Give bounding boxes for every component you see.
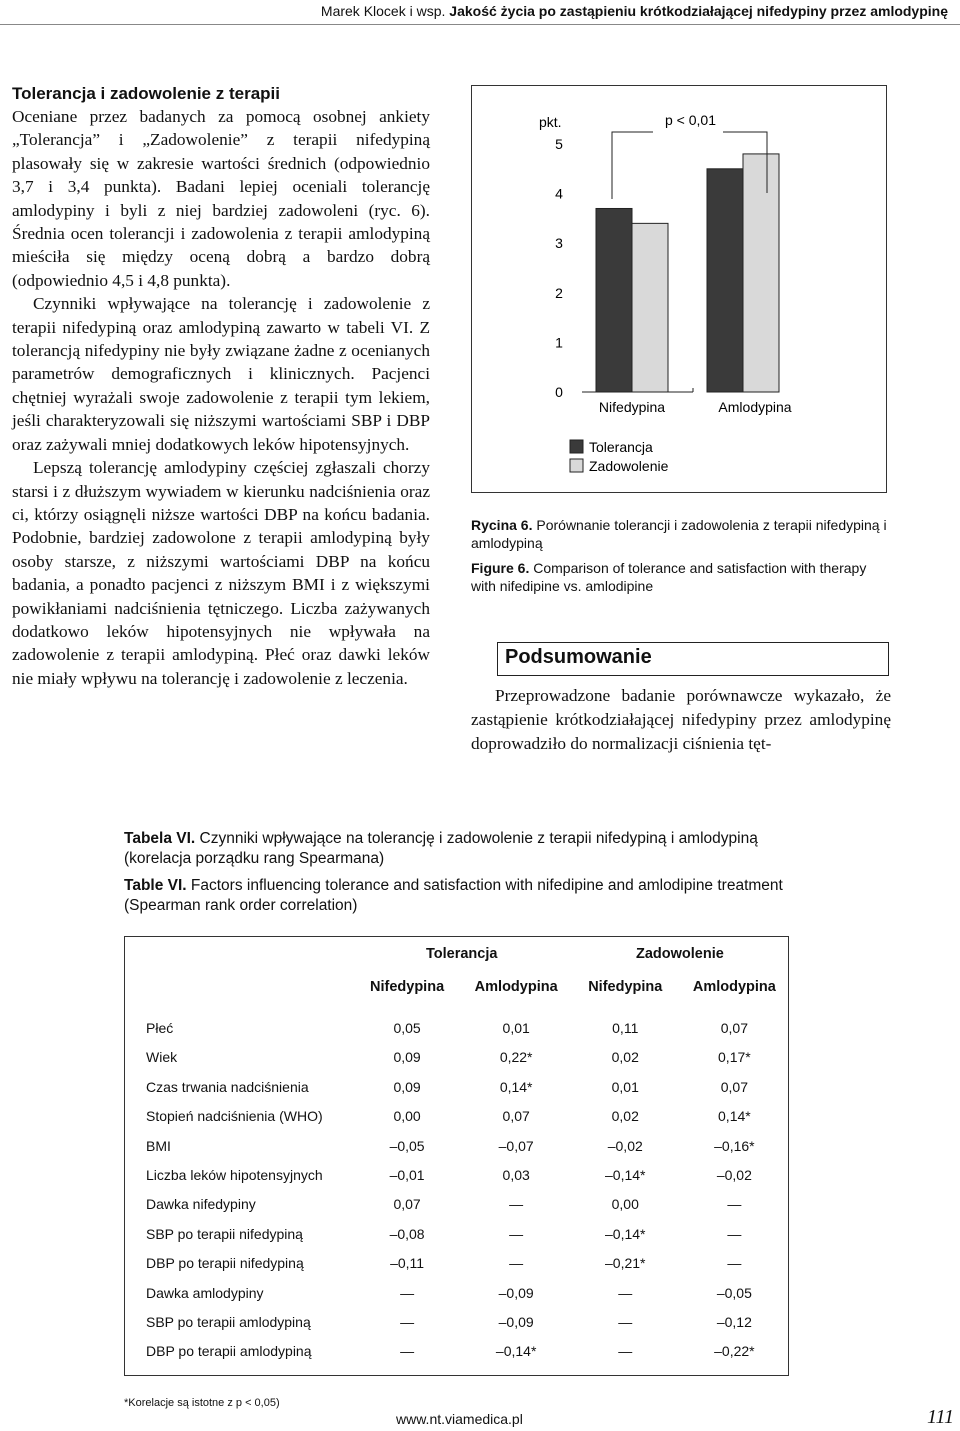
table-row (124, 1278, 789, 1307)
section-heading: Tolerancja i zadowolenie z terapii (12, 84, 280, 103)
table-row (124, 1219, 789, 1248)
table-cell: — (727, 1196, 742, 1213)
p-value-annotation: p < 0,01 (665, 112, 716, 128)
table-cell: — (509, 1255, 524, 1272)
y-tick-label: 3 (555, 235, 563, 252)
table-corner (124, 972, 353, 1001)
table-row (124, 1102, 789, 1131)
row-label: Liczba leków hipotensyjnych (146, 1167, 323, 1184)
x-tick-label: Amlodypina (718, 399, 792, 415)
legend-swatch-tolerancja (570, 440, 583, 453)
row-label: Stopień nadciśnienia (WHO) (146, 1108, 323, 1125)
row-label: Dawka nifedypiny (146, 1196, 256, 1213)
table-cell: –0,22* (714, 1343, 755, 1360)
table-cell: — (618, 1313, 633, 1330)
row-label: DBP po terapii nifedypiną (146, 1255, 304, 1272)
row-label: Dawka amlodypiny (146, 1284, 264, 1301)
table-cell: — (727, 1255, 742, 1272)
significance-bracket (612, 132, 653, 199)
table-cell: –0,05 (716, 1284, 752, 1301)
table-cell: 0,11 (612, 1020, 639, 1037)
table-cell: 0,07 (720, 1078, 748, 1095)
left-column (12, 82, 430, 690)
row-label: SBP po terapii amlodypiną (146, 1313, 311, 1330)
row-label: DBP po terapii amlodypiną (146, 1343, 312, 1360)
row-label: BMI (146, 1137, 171, 1154)
figure-text-en: Comparison of tolerance and satisfaction with therapy with nifedipine vs. amlodipine (471, 560, 867, 594)
table-row (124, 1072, 789, 1101)
table-cell: — (400, 1343, 415, 1360)
paragraph: Lepszą tolerancję amlodypiny częściej zgłaszali chorzy starsi i z dłuższym wywiadem w kierunku nadciśnienia oraz ci, którzy osiągnęli niższe wartości DBP na końcu badania. Podobnie, bardziej zadowolone z terapii amlodypiną były osoby starsze, z niższymi wartościami DBP na końcu badania, a ponadto pacjenci z niższym BMI i z większymi powikłaniami nadciśnienia tętniczego. Liczba zażywanych dodatkowo leków hipotensyjnych nie wpływała na zadowolenie z terapii amlodypiną. Płeć oraz dawki leków nie miały wpływu na tolerancję i zadowolenie z leczenia. (12, 458, 430, 688)
table-cell: 0,02 (611, 1108, 639, 1125)
y-tick-label: 1 (555, 334, 563, 351)
table-cell: –0,14* (605, 1167, 646, 1184)
table-footnote: *Korelacje są istotne z p < 0,05) (124, 1397, 280, 1409)
table-cell: — (618, 1343, 633, 1360)
table-cell: 0,05 (393, 1020, 421, 1037)
bar-zadowolenie-nifedypina (632, 223, 668, 392)
table-row (124, 1160, 789, 1189)
figure-label-pl: Rycina 6. (471, 517, 533, 533)
summary-body (471, 684, 891, 756)
running-head-title: Jakość życia po zastąpieniu krótkodziałającej nifedypiny przez amlodypinę (449, 3, 948, 19)
table-cell: 0,17* (718, 1049, 751, 1066)
row-label: SBP po terapii nifedypiną (146, 1225, 303, 1242)
group-header-zadowolenie: Zadowolenie (635, 946, 724, 962)
row-label: Płeć (146, 1020, 174, 1037)
row-label: Czas trwania nadciśnienia (146, 1078, 309, 1095)
table-cell: 0,03 (502, 1167, 530, 1184)
page-number: 111 (927, 1406, 955, 1428)
table-cell: 0,09 (393, 1049, 421, 1066)
bar-zadowolenie-amlodypina (743, 154, 779, 392)
table-cell: 0,07 (720, 1020, 748, 1037)
table-cell: –0,09 (498, 1313, 534, 1330)
table-cell: –0,12 (716, 1313, 752, 1330)
table-cell: 0,02 (611, 1049, 639, 1066)
running-head (321, 3, 948, 19)
table-cell: 0,14* (718, 1108, 751, 1125)
summary-title: Podsumowanie (505, 646, 652, 668)
table-cell: — (509, 1225, 524, 1242)
table-cell: — (618, 1284, 633, 1301)
table-row (124, 1131, 789, 1160)
table-cell: –0,14* (605, 1225, 646, 1242)
table-cell: –0,01 (389, 1167, 425, 1184)
table-row (124, 1043, 789, 1072)
table-cell: 0,00 (393, 1108, 421, 1125)
table-cell: –0,21* (605, 1255, 646, 1272)
table-cell: 0,01 (502, 1020, 530, 1037)
legend-swatch-zadowolenie (570, 459, 583, 472)
table-cell: 0,22* (499, 1049, 533, 1066)
figure-text-pl: Porównanie tolerancji i zadowolenia z terapii nifedypiną i amlodypiną (471, 517, 887, 551)
summary-paragraph: Przeprowadzone badanie porównawcze wykazało, że zastąpienie krótkodziałającej nifedypiny przez amlodypinę doprowadziło do normalizacji ciśnienia tęt- (471, 686, 891, 753)
figure-label-en: Figure 6. (471, 560, 530, 576)
x-tick-label: Nifedypina (598, 399, 666, 415)
table-cell: –0,05 (389, 1137, 425, 1154)
legend-label: Tolerancja (589, 439, 653, 455)
group-header-tolerancja: Tolerancja (425, 946, 498, 962)
y-tick-label: 0 (555, 384, 563, 400)
table-cell: –0,02 (716, 1167, 752, 1184)
table-cell: –0,02 (607, 1137, 643, 1154)
figure-caption-en (471, 559, 891, 595)
table-row (124, 1013, 789, 1042)
table-cell: –0,07 (498, 1137, 534, 1154)
table-row (124, 1190, 789, 1219)
y-tick-label: 4 (555, 185, 563, 202)
sub-header: Amlodypina (474, 978, 558, 995)
table-cell: — (400, 1284, 415, 1301)
table-row (124, 1249, 789, 1278)
table-cell: 0,14* (499, 1078, 533, 1095)
y-tick-label: 2 (555, 284, 563, 301)
running-head-authors: Marek Klocek i wsp. (320, 3, 446, 19)
table-text-en: Factors influencing tolerance and satisfaction with nifedipine and amlodipine treatment (Spearman rank order correlation) (124, 877, 783, 914)
table-cell: — (400, 1313, 415, 1330)
table-cell: –0,16* (714, 1137, 755, 1154)
row-label: Wiek (146, 1049, 178, 1066)
table-cell: –0,08 (389, 1225, 425, 1242)
table-cell: 0,01 (611, 1078, 639, 1095)
header-rule (0, 24, 960, 25)
table-cell: — (509, 1196, 524, 1213)
table-text-pl: Czynniki wpływające na tolerancję i zadowolenie z terapii nifedypiną i amlodypiną (korelacja porządku rang Spearmana) (124, 830, 758, 867)
bar-tolerancja-amlodypina (707, 169, 743, 392)
sub-header: Nifedypina (588, 978, 663, 995)
table-caption-en (124, 876, 824, 916)
table-label-pl: Tabela VI. (124, 830, 196, 847)
table-label-en: Table VI. (124, 877, 187, 894)
y-tick-label: 5 (555, 136, 563, 152)
paragraph: Czynniki wpływające na tolerancję i zadowolenie z terapii nifedypiną oraz amlodypiną zawarto w tabeli VI. Z tolerancją nifedypiny nie były związane żadne z ocenianych parametrów demograficznych i klinicznych. Pacjenci chętniej wyrażali swoje zadowolenie z terapii tym lekiem, jeśli charakteryzowali się niższymi wartościami SBP i DBP oraz zażywali mniej dodatkowych leków hipotensyjnych. (12, 294, 430, 454)
table-corner (124, 936, 353, 972)
table-cell: — (727, 1225, 742, 1242)
table-caption-pl (124, 829, 824, 869)
table-cell: 0,07 (393, 1196, 421, 1213)
y-axis-label: pkt. (539, 114, 562, 130)
table-cell: 0,07 (502, 1108, 530, 1125)
sub-header: Nifedypina (370, 978, 445, 995)
bar-tolerancja-nifedypina (596, 208, 632, 392)
paragraph: Oceniane przez badanych za pomocą osobnej ankiety „Tolerancja” i „Zadowolenie” z terapii nifedypiną plasowały się w zakresie wartości średnich (odpowiednio 3,7 i 3,4 punkta). Badani lepiej oceniali tolerancję amlodypiny i byli z niej bardziej zadowoleni (ryc. 6). Średnia ocen tolerancji i zadowolenia z terapii amlodypiną mieściła się między oceną dobrą a bardzo dobrą (odpowiednio 4,5 i 4,8 punkta). (12, 107, 430, 290)
table-cell: –0,11 (390, 1255, 425, 1272)
table-cell: –0,09 (498, 1284, 534, 1301)
table-body (124, 1013, 789, 1366)
table-row (124, 1337, 789, 1366)
table-cell: –0,14* (495, 1343, 537, 1360)
figure-caption-pl (471, 516, 891, 552)
table-row (124, 1307, 789, 1336)
legend-label: Zadowolenie (589, 458, 669, 474)
table-spacer (124, 1001, 789, 1013)
footer-url: www.nt.viamedica.pl (396, 1411, 523, 1427)
table-cell: 0,00 (611, 1196, 639, 1213)
bar-chart (471, 85, 887, 493)
sub-header: Amlodypina (692, 978, 776, 995)
data-table (124, 936, 789, 1366)
table-cell: 0,09 (393, 1078, 421, 1095)
